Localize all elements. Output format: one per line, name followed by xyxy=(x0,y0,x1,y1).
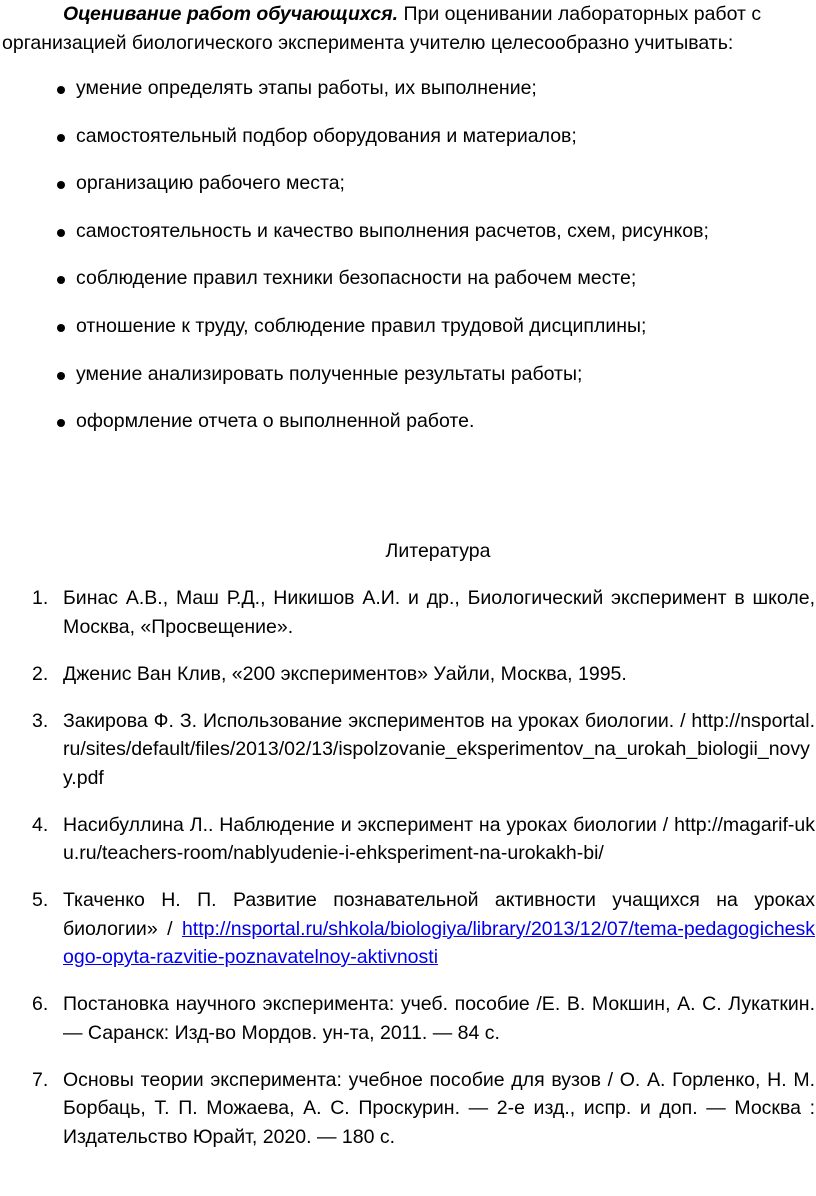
criteria-text: организацию рабочего места; xyxy=(76,172,345,195)
intro-text-2: организацией биологического эксперимента учителю целесообразно учитывать: xyxy=(2,32,734,54)
reference-text: Основы теории эксперимента: учебное пособие для вузов / О. А. Горленко, Н. М. Борбаць, Т. П. Можаева, А. С. Проскурин. — 2-е изд., испр. и доп. — Москва : Издательство Юрайт, 2020. — 180 с. xyxy=(63,1068,815,1148)
criteria-text: самостоятельность и качество выполнения расчетов, схем, рисунков; xyxy=(76,219,709,242)
criteria-item xyxy=(0,74,816,122)
criteria-text: отношение к труду, соблюдение правил трудовой дисциплины; xyxy=(76,314,647,337)
criteria-item xyxy=(0,312,816,360)
reference-item xyxy=(0,707,815,793)
reference-text: Дженис Ван Клив, «200 экспериментов» Уайли, Москва, 1995. xyxy=(63,662,627,685)
reference-number: 3. xyxy=(32,709,49,732)
criteria-item xyxy=(0,169,816,217)
bullet-icon xyxy=(57,86,65,94)
criteria-text: оформление отчета о выполненной работе. xyxy=(76,410,475,433)
reference-url: http://magarif-uku.ru/teachers-room/nablyudenie-i-ehksperiment-na-urokakh-bi/ xyxy=(63,813,815,864)
reference-text: Бинас А.В., Маш Р.Д., Никишов А.И. и др., Биологический эксперимент в школе, Москва, «Просвещение». xyxy=(63,587,815,638)
criteria-text: умение определять этапы работы, их выполнение; xyxy=(76,77,537,99)
intro-lead: Оценивание работ обучающихся. xyxy=(63,3,399,25)
reference-text: Постановка научного эксперимента: учеб. пособие /Е. В. Мокшин, А. С. Лукаткин. — Саранск: Изд-во Мордов. ун-та, 2011. — 84 с. xyxy=(63,993,815,1044)
criteria-item xyxy=(0,217,816,265)
reference-item xyxy=(0,886,815,972)
reference-item xyxy=(0,660,815,689)
reference-number: 2. xyxy=(32,662,49,685)
intro-line-1 xyxy=(0,0,812,29)
intro-text-1: При оценивании лабораторных работ с xyxy=(398,3,762,25)
criteria-list xyxy=(0,74,816,455)
bullet-icon xyxy=(57,181,65,189)
reference-text: Насибуллина Л.. Наблюдение и эксперимент на уроках биологии / xyxy=(63,813,669,836)
criteria-item xyxy=(0,122,816,170)
reference-number: 5. xyxy=(32,889,49,911)
bullet-icon xyxy=(57,372,65,380)
bullet-icon xyxy=(57,134,65,142)
reference-number: 6. xyxy=(32,993,49,1015)
criteria-text: самостоятельный подбор оборудования и материалов; xyxy=(76,124,577,147)
reference-item xyxy=(0,1066,815,1152)
reference-text: Ткаченко Н. П. Развитие познавательной активности учащихся на уроках биологии» / xyxy=(63,889,815,940)
bullet-icon xyxy=(57,324,65,332)
criteria-item xyxy=(0,407,816,455)
reference-item xyxy=(0,584,815,641)
bullet-icon xyxy=(57,419,65,427)
reference-item xyxy=(0,990,815,1047)
reference-url: http://nsportal.ru/sites/default/files/2013/02/13/ispolzovanie_eksperimentov_na_urokah_biologii_novyy.pdf xyxy=(63,709,815,789)
criteria-item xyxy=(0,264,816,312)
reference-number: 4. xyxy=(32,813,49,836)
bullet-icon xyxy=(57,229,65,237)
literature-title: Литература xyxy=(385,540,491,562)
reference-number: 7. xyxy=(32,1068,49,1091)
bullet-icon xyxy=(57,276,65,284)
criteria-text: соблюдение правил техники безопасности на рабочем месте; xyxy=(76,267,637,290)
criteria-item xyxy=(0,360,816,408)
reference-item xyxy=(0,811,815,868)
intro-paragraph xyxy=(0,0,812,58)
literature-list xyxy=(0,584,816,1170)
reference-text: Закирова Ф. З. Использование экспериментов на уроках биологии. / xyxy=(63,709,686,732)
reference-link[interactable]: http://nsportal.ru/shkola/biologiya/library/2013/12/07/tema-pedagogicheskogo-opyta-razvitie-poznavatelnoy-aktivnosti xyxy=(63,917,816,968)
criteria-text: умение анализировать полученные результаты работы; xyxy=(76,362,583,385)
reference-number: 1. xyxy=(32,587,49,609)
